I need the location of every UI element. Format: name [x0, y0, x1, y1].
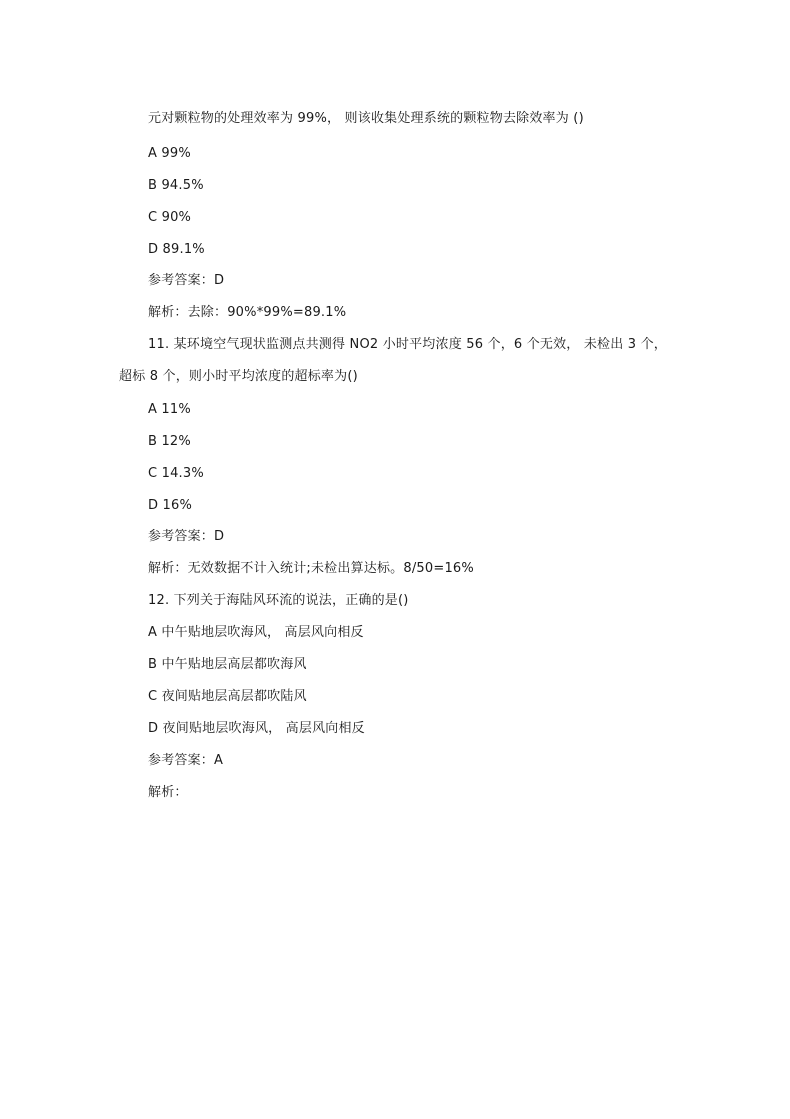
question-11-option-d: D 16% [148, 498, 193, 513]
question-11-option-a: A 11% [148, 402, 191, 417]
question-10-analysis: 解析：去除：90%*99%=89.1% [148, 305, 347, 320]
question-11-analysis: 解析：无效数据不计入统计;未检出算达标。8/50=16% [148, 561, 474, 576]
question-12-option-b: B 中午贴地层高层都吹海风 [148, 657, 307, 672]
question-10-option-c: C 90% [148, 210, 192, 225]
question-11-answer: 参考答案：D [148, 529, 225, 544]
question-10-option-d: D 89.1% [148, 242, 205, 257]
question-12-option-d: D 夜间贴地层吹海风， 高层风向相反 [148, 721, 365, 736]
question-12-stem: 12. 下列关于海陆风环流的说法，正确的是() [148, 593, 409, 608]
question-12-option-a: A 中午贴地层吹海风， 高层风向相反 [148, 625, 364, 640]
question-11-option-b: B 12% [148, 434, 191, 449]
question-10-answer: 参考答案：D [148, 273, 225, 288]
question-10-option-b: B 94.5% [148, 178, 204, 193]
question-11-stem-line-2: 超标 8 个，则小时平均浓度的超标率为() [119, 369, 358, 384]
question-10-option-a: A 99% [148, 146, 191, 161]
question-11-option-c: C 14.3% [148, 466, 204, 481]
question-12-answer: 参考答案：A [148, 753, 224, 768]
question-12-analysis: 解析： [148, 785, 188, 800]
question-11-stem-line-1: 11. 某环境空气现状监测点共测得 NO2 小时平均浓度 56 个，6 个无效， 未检出 3 个， [148, 337, 667, 352]
question-10-stem: 元对颗粒物的处理效率为 99%， 则该收集处理系统的颗粒物去除效率为 () [148, 111, 584, 126]
question-12-option-c: C 夜间贴地层高层都吹陆风 [148, 689, 307, 704]
